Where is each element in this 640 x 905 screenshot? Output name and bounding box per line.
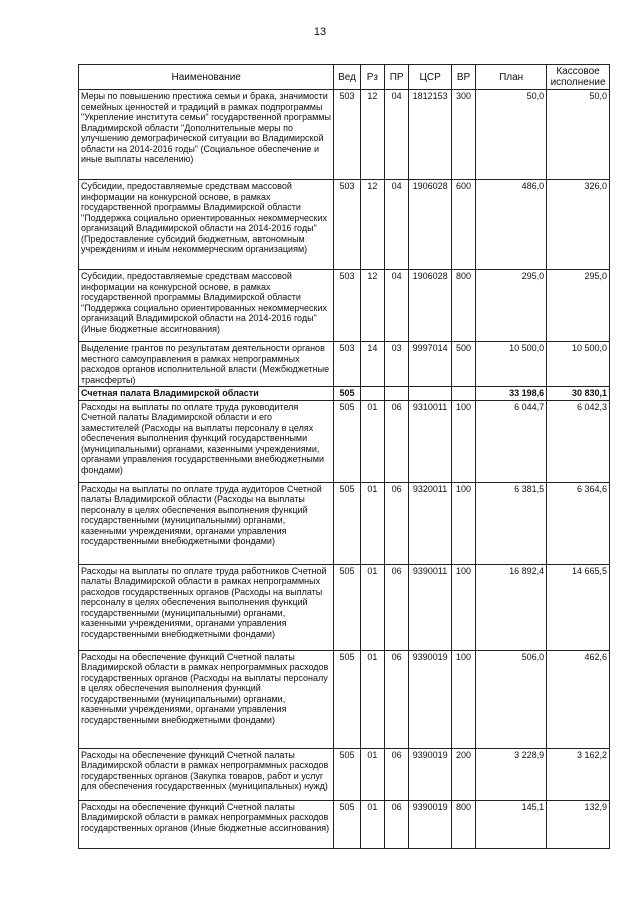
cell-csr: 9390019 bbox=[409, 650, 452, 748]
cell-pr: 04 bbox=[385, 180, 409, 270]
cell-pr: 06 bbox=[385, 800, 409, 848]
cell-vr: 600 bbox=[451, 180, 475, 270]
cell-plan: 16 892,4 bbox=[476, 564, 547, 650]
header-vr: ВР bbox=[451, 65, 475, 90]
cell-ved: 505 bbox=[334, 482, 360, 564]
table-header-row bbox=[79, 65, 610, 90]
cell-rz bbox=[360, 387, 384, 401]
table-row bbox=[79, 180, 610, 270]
cell-fact: 3 162,2 bbox=[547, 748, 610, 800]
cell-pr: 04 bbox=[385, 90, 409, 180]
cell-ved: 505 bbox=[334, 387, 360, 401]
cell-vr: 800 bbox=[451, 270, 475, 342]
cell-pr: 06 bbox=[385, 748, 409, 800]
cell-vr: 100 bbox=[451, 482, 475, 564]
cell-name: Меры по повышению престижа семьи и брака, значимости семейных ценностей и традиций в рамках подпрограммы "Укрепление института семьи" государственной программы Владимирской области "Дополнительные меры по улучшению демографической ситуации во Владимирской области на 2014-2016 годы" (Социальное обеспечение и иные выплаты населению) bbox=[79, 90, 334, 180]
cell-csr: 9390019 bbox=[409, 748, 452, 800]
cell-csr: 1906028 bbox=[409, 270, 452, 342]
header-csr: ЦСР bbox=[409, 65, 452, 90]
cell-rz: 01 bbox=[360, 800, 384, 848]
cell-vr bbox=[451, 387, 475, 401]
cell-pr: 06 bbox=[385, 400, 409, 482]
cell-csr: 9390011 bbox=[409, 564, 452, 650]
cell-fact: 30 830,1 bbox=[547, 387, 610, 401]
cell-name: Расходы на выплаты по оплате труда руководителя Счетной палаты Владимирской области и его заместителей (Расходы на выплаты персоналу в целях обеспечения выполнения функций государственными (муниципальными) органами, казенными учреждениями, органами управления государственными внебюджетными фондами) bbox=[79, 400, 334, 482]
cell-name: Расходы на выплаты по оплате труда аудиторов Счетной палаты Владимирской области (Расходы на выплаты персоналу в целях обеспечения выполнения функций государственными (муниципальными) органами, казенными учреждениями, органами управления государственными внебюджетными фондами) bbox=[79, 482, 334, 564]
cell-csr: 1906028 bbox=[409, 180, 452, 270]
cell-ved: 505 bbox=[334, 800, 360, 848]
cell-plan: 33 198,6 bbox=[476, 387, 547, 401]
header-plan: План bbox=[476, 65, 547, 90]
cell-csr: 9320011 bbox=[409, 482, 452, 564]
table-row bbox=[79, 270, 610, 342]
cell-ved: 505 bbox=[334, 650, 360, 748]
table-row bbox=[79, 748, 610, 800]
cell-fact: 6 042,3 bbox=[547, 400, 610, 482]
cell-pr: 06 bbox=[385, 564, 409, 650]
cell-name: Субсидии, предоставляемые средствам массовой информации на конкурсной основе, в рамках государственной программы Владимирской области "Поддержка социально ориентированных некоммерческих организаций Владимирской области на 2014-2016 годы" (Иные бюджетные ассигнования) bbox=[79, 270, 334, 342]
cell-rz: 12 bbox=[360, 180, 384, 270]
cell-vr: 500 bbox=[451, 342, 475, 387]
header-name: Наименование bbox=[79, 65, 334, 90]
cell-plan: 6 044,7 bbox=[476, 400, 547, 482]
cell-vr: 300 bbox=[451, 90, 475, 180]
cell-fact: 326,0 bbox=[547, 180, 610, 270]
cell-ved: 503 bbox=[334, 90, 360, 180]
cell-plan: 486,0 bbox=[476, 180, 547, 270]
cell-rz: 14 bbox=[360, 342, 384, 387]
cell-plan: 3 228,9 bbox=[476, 748, 547, 800]
cell-rz: 01 bbox=[360, 748, 384, 800]
cell-fact: 132,9 bbox=[547, 800, 610, 848]
cell-csr: 9310011 bbox=[409, 400, 452, 482]
budget-table bbox=[78, 64, 610, 849]
header-rz: Рз bbox=[360, 65, 384, 90]
cell-fact: 462,6 bbox=[547, 650, 610, 748]
header-pr: ПР bbox=[385, 65, 409, 90]
cell-fact: 50,0 bbox=[547, 90, 610, 180]
cell-ved: 505 bbox=[334, 400, 360, 482]
table-row bbox=[79, 800, 610, 848]
cell-rz: 01 bbox=[360, 400, 384, 482]
cell-name: Расходы на обеспечение функций Счетной палаты Владимирской области в рамках непрограммных расходов государственных органов (Закупка товаров, работ и услуг для обеспечения государственных (муниципальных) нужд) bbox=[79, 748, 334, 800]
cell-vr: 200 bbox=[451, 748, 475, 800]
cell-plan: 10 500,0 bbox=[476, 342, 547, 387]
cell-pr: 06 bbox=[385, 482, 409, 564]
cell-vr: 100 bbox=[451, 400, 475, 482]
cell-vr: 100 bbox=[451, 650, 475, 748]
cell-csr bbox=[409, 387, 452, 401]
cell-plan: 50,0 bbox=[476, 90, 547, 180]
cell-pr bbox=[385, 387, 409, 401]
cell-vr: 100 bbox=[451, 564, 475, 650]
cell-plan: 6 381,5 bbox=[476, 482, 547, 564]
cell-fact: 14 665,5 bbox=[547, 564, 610, 650]
table-row bbox=[79, 564, 610, 650]
cell-name: Счетная палата Владимирской области bbox=[79, 387, 334, 401]
cell-rz: 01 bbox=[360, 650, 384, 748]
cell-vr: 800 bbox=[451, 800, 475, 848]
cell-csr: 9390019 bbox=[409, 800, 452, 848]
cell-csr: 9997014 bbox=[409, 342, 452, 387]
cell-rz: 01 bbox=[360, 564, 384, 650]
cell-name: Субсидии, предоставляемые средствам массовой информации на конкурсной основе, в рамках государственной программы Владимирской области "Поддержка социально ориентированных некоммерческих организаций Владимирской области на 2014-2016 годы" (Предоставление субсидий бюджетным, автономным учреждениям и иным некоммерческим организациям) bbox=[79, 180, 334, 270]
cell-ved: 503 bbox=[334, 342, 360, 387]
cell-rz: 12 bbox=[360, 90, 384, 180]
cell-fact: 6 364,6 bbox=[547, 482, 610, 564]
table-row bbox=[79, 342, 610, 387]
cell-name: Расходы на выплаты по оплате труда работников Счетной палаты Владимирской области в рамках непрограммных расходов государственных органов (Расходы на выплаты персоналу в целях обеспечения выполнения функций государственными (муниципальными) органами, казенными учреждениями, органами управления государственными внебюджетными фондами) bbox=[79, 564, 334, 650]
cell-pr: 04 bbox=[385, 270, 409, 342]
table-row bbox=[79, 400, 610, 482]
header-fact: Кассовое исполнение bbox=[547, 65, 610, 90]
cell-plan: 295,0 bbox=[476, 270, 547, 342]
cell-name: Выделение грантов по результатам деятельности органов местного самоуправления в рамках непрограммных расходов органов исполнительной власти (Межбюджетные трансферты) bbox=[79, 342, 334, 387]
cell-ved: 503 bbox=[334, 180, 360, 270]
cell-csr: 1812153 bbox=[409, 90, 452, 180]
cell-fact: 295,0 bbox=[547, 270, 610, 342]
table-row bbox=[79, 482, 610, 564]
cell-rz: 01 bbox=[360, 482, 384, 564]
cell-plan: 145,1 bbox=[476, 800, 547, 848]
page-number: 13 bbox=[313, 26, 327, 38]
cell-name: Расходы на обеспечение функций Счетной палаты Владимирской области в рамках непрограммных расходов государственных органов (Иные бюджетные ассигнования) bbox=[79, 800, 334, 848]
cell-fact: 10 500,0 bbox=[547, 342, 610, 387]
cell-pr: 06 bbox=[385, 650, 409, 748]
cell-ved: 503 bbox=[334, 270, 360, 342]
table-row bbox=[79, 387, 610, 401]
cell-plan: 506,0 bbox=[476, 650, 547, 748]
cell-ved: 505 bbox=[334, 564, 360, 650]
table-row bbox=[79, 650, 610, 748]
table-row bbox=[79, 90, 610, 180]
cell-rz: 12 bbox=[360, 270, 384, 342]
cell-ved: 505 bbox=[334, 748, 360, 800]
header-ved: Вед bbox=[334, 65, 360, 90]
cell-pr: 03 bbox=[385, 342, 409, 387]
cell-name: Расходы на обеспечение функций Счетной палаты Владимирской области в рамках непрограммных расходов государственных органов (Расходы на выплаты персоналу в целях обеспечения выполнения функций государственными (муниципальными) органами, казенными учреждениями, органами управления государственными внебюджетными фондами) bbox=[79, 650, 334, 748]
